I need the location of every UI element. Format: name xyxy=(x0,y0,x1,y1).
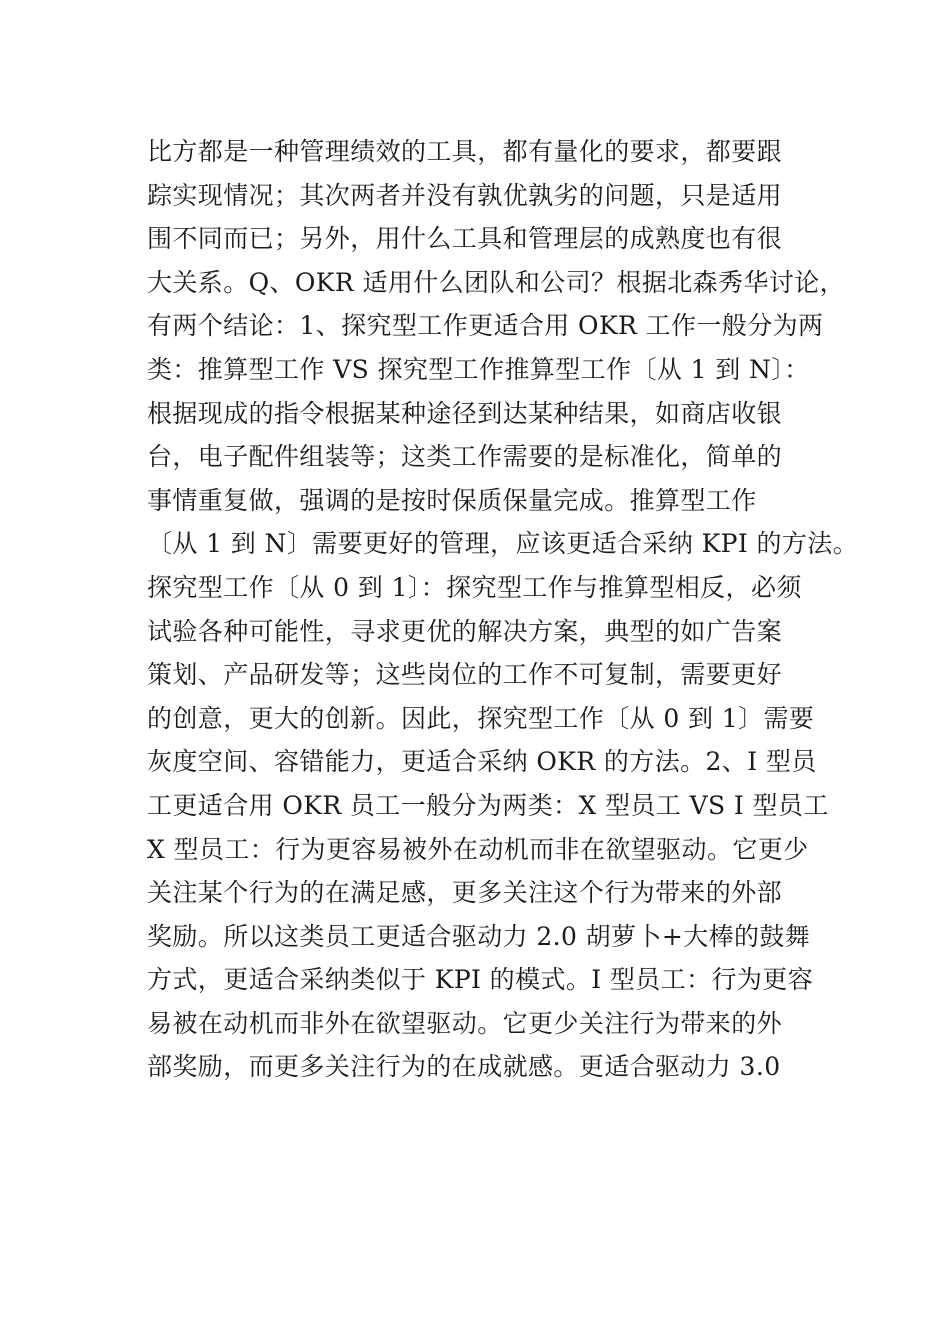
text-line: 关注某个行为的在满足感，更多关注这个行为带来的外部 xyxy=(147,878,783,908)
text-line: 台，电子配件组装等；这类工作需要的是标准化，简单的 xyxy=(147,442,783,472)
text-line: 事情重复做，强调的是按时保质保量完成。推算型工作 xyxy=(147,485,757,515)
text-line: 的创意，更大的创新。因此，探究型工作〔从 0 到 1〕需要 xyxy=(147,703,815,733)
text-line: 灰度空间、容错能力，更适合采纳 OKR 的方法。2、I 型员 xyxy=(147,747,817,777)
text-line: 易被在动机而非外在欲望驱动。它更少关注行为带来的外 xyxy=(147,1008,783,1038)
text-line: 比方都是一种管理绩效的工具，都有量化的要求，都要跟 xyxy=(147,137,783,166)
text-line: 踪实现情况；其次两者并没有孰优孰劣的问题，只是适用 xyxy=(147,180,783,210)
text-line: 试验各种可能性，寻求更优的解决方案，典型的如广告案 xyxy=(147,616,783,646)
text-line: 类：推算型工作 VS 探究型工作推算型工作〔从 1 到 N〕： xyxy=(147,354,810,384)
text-line: 探究型工作〔从 0 到 1〕：探究型工作与推算型相反，必须 xyxy=(147,572,802,602)
text-line: 大关系。Q、OKR 适用什么团队和公司？根据北森秀华讨论， xyxy=(147,267,846,297)
text-line: 〔从 1 到 N〕需要更好的管理，应该更适合采纳 KPI 的方法。 xyxy=(147,529,859,559)
body-paragraph xyxy=(147,130,859,1089)
text-line: 工更适合用 OKR 员工一般分为两类：X 型员工 VS I 型员工 xyxy=(147,790,829,820)
text-line: 有两个结论：1、探究型工作更适合用 OKR 工作一般分为两 xyxy=(147,311,824,341)
text-line: 部奖励，而更多关注行为的在成就感。更适合驱动力 3.0 xyxy=(147,1052,781,1082)
text-line: 奖励。所以这类员工更适合驱动力 2.0 胡萝卜+大棒的鼓舞 xyxy=(147,921,811,951)
text-line: 围不同而已；另外，用什么工具和管理层的成熟度也有很 xyxy=(147,224,783,254)
text-line: X 型员工：行为更容易被外在动机而非在欲望驱动。它更少 xyxy=(147,834,809,864)
text-line: 根据现成的指令根据某种途径到达某种结果，如商店收银 xyxy=(147,398,783,428)
text-line: 方式，更适合采纳类似于 KPI 的模式。I 型员工：行为更容 xyxy=(147,965,814,995)
text-line: 策划、产品研发等；这些岗位的工作不可复制，需要更好 xyxy=(147,660,783,690)
